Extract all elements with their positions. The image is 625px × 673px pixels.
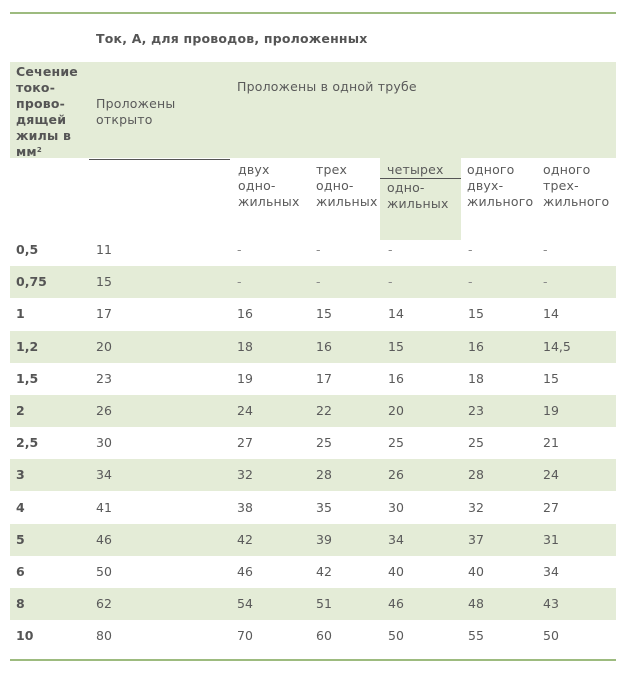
table-row bbox=[10, 588, 616, 620]
cell-value: 62 bbox=[96, 596, 112, 611]
cell-value: - bbox=[316, 242, 321, 257]
table-row bbox=[10, 459, 616, 491]
sub-header-5-line-2: трех- bbox=[543, 178, 579, 193]
cell-value: 22 bbox=[316, 403, 332, 418]
sub-header-2-line-1: трех bbox=[316, 162, 348, 177]
section-unit-sup: 2 bbox=[36, 146, 42, 154]
cell-value: 40 bbox=[468, 564, 484, 579]
cell-value: 42 bbox=[316, 564, 332, 579]
cell-value: 50 bbox=[388, 628, 404, 643]
sub-header-4-line-3: жильного bbox=[467, 194, 534, 209]
cell-value: - bbox=[388, 274, 393, 289]
cell-value: 25 bbox=[388, 435, 404, 450]
table-row bbox=[10, 298, 616, 330]
cell-value: 14,5 bbox=[543, 339, 571, 354]
cell-value: 16 bbox=[316, 339, 332, 354]
table-title: Ток, А, для проводов, проложенных bbox=[96, 31, 368, 46]
table-row bbox=[10, 524, 616, 556]
cell-value: 19 bbox=[237, 371, 253, 386]
sub-header-4-line-2: двух- bbox=[467, 178, 504, 193]
section-label-line-3: прово- bbox=[16, 96, 66, 111]
cell-value: 32 bbox=[237, 467, 253, 482]
cell-value: 23 bbox=[96, 371, 112, 386]
cell-value: 16 bbox=[237, 306, 253, 321]
cell-value: 27 bbox=[237, 435, 253, 450]
cell-value: 54 bbox=[237, 596, 253, 611]
cell-value: 28 bbox=[316, 467, 332, 482]
cell-value: 19 bbox=[543, 403, 559, 418]
cell-value: - bbox=[543, 274, 548, 289]
cell-value: 30 bbox=[388, 500, 404, 515]
cell-value: 21 bbox=[543, 435, 559, 450]
table-row bbox=[10, 266, 616, 298]
section-label-line-5: жилы в bbox=[16, 128, 72, 143]
cell-value: 60 bbox=[316, 628, 332, 643]
cell-value: 28 bbox=[468, 467, 484, 482]
table-row bbox=[10, 492, 616, 524]
table-row bbox=[10, 331, 616, 363]
cell-value: 34 bbox=[543, 564, 559, 579]
cell-value: 32 bbox=[468, 500, 484, 515]
four-core-divider bbox=[380, 178, 461, 179]
cell-value: - bbox=[468, 274, 473, 289]
section-label-line-1: Сечение bbox=[16, 64, 78, 79]
table-row bbox=[10, 620, 616, 652]
cell-value: 20 bbox=[96, 339, 112, 354]
top-rule bbox=[10, 12, 616, 14]
cell-value: 46 bbox=[96, 532, 112, 547]
cell-value: 46 bbox=[237, 564, 253, 579]
table-row bbox=[10, 363, 616, 395]
table-row bbox=[10, 234, 616, 266]
cell-value: 16 bbox=[468, 339, 484, 354]
cell-value: - bbox=[237, 274, 242, 289]
cell-value: 15 bbox=[468, 306, 484, 321]
cell-section: 0,75 bbox=[16, 274, 47, 289]
cell-value: 39 bbox=[316, 532, 332, 547]
cell-value: 16 bbox=[388, 371, 404, 386]
cell-section: 0,5 bbox=[16, 242, 39, 257]
section-unit-text: мм bbox=[16, 144, 37, 159]
pipe-label: Проложены в одной трубе bbox=[237, 79, 417, 94]
section-label-line-2: токо- bbox=[16, 80, 56, 95]
section-unit bbox=[16, 144, 42, 160]
cell-value: - bbox=[237, 242, 242, 257]
cell-value: 38 bbox=[237, 500, 253, 515]
open-label-line-2: открыто bbox=[96, 112, 153, 127]
sub-header-2-line-3: жильных bbox=[316, 194, 378, 209]
cell-value: 27 bbox=[543, 500, 559, 515]
cell-value: 23 bbox=[468, 403, 484, 418]
cell-value: 51 bbox=[316, 596, 332, 611]
cell-value: 40 bbox=[388, 564, 404, 579]
cell-value: 15 bbox=[388, 339, 404, 354]
cell-value: 24 bbox=[237, 403, 253, 418]
cell-value: 43 bbox=[543, 596, 559, 611]
cell-value: 50 bbox=[543, 628, 559, 643]
cell-value: - bbox=[388, 242, 393, 257]
open-label-line-1: Проложены bbox=[96, 96, 176, 111]
section-label-line-4: дящей bbox=[16, 112, 67, 127]
cell-section: 3 bbox=[16, 467, 25, 482]
sub-header-4-line-1: одного bbox=[467, 162, 515, 177]
cell-value: 26 bbox=[388, 467, 404, 482]
cell-value: 37 bbox=[468, 532, 484, 547]
cell-value: 17 bbox=[316, 371, 332, 386]
sub-header-3-line-2: одно- bbox=[387, 180, 425, 195]
cell-value: 25 bbox=[316, 435, 332, 450]
cell-section: 6 bbox=[16, 564, 25, 579]
cell-value: 15 bbox=[316, 306, 332, 321]
cell-value: 25 bbox=[468, 435, 484, 450]
sub-header-5-line-3: жильного bbox=[543, 194, 610, 209]
cell-section: 1 bbox=[16, 306, 25, 321]
cell-value: 42 bbox=[237, 532, 253, 547]
cell-value: 15 bbox=[543, 371, 559, 386]
cell-value: 48 bbox=[468, 596, 484, 611]
cell-value: 70 bbox=[237, 628, 253, 643]
cell-section: 2 bbox=[16, 403, 25, 418]
cell-value: 50 bbox=[96, 564, 112, 579]
cell-value: 46 bbox=[388, 596, 404, 611]
cell-section: 4 bbox=[16, 500, 25, 515]
bottom-rule bbox=[10, 659, 616, 661]
cell-value: 34 bbox=[388, 532, 404, 547]
cell-value: 18 bbox=[468, 371, 484, 386]
cell-value: 41 bbox=[96, 500, 112, 515]
cell-value: 15 bbox=[96, 274, 112, 289]
cell-value: - bbox=[316, 274, 321, 289]
cell-section: 5 bbox=[16, 532, 25, 547]
cell-value: - bbox=[468, 242, 473, 257]
sub-header-5-line-1: одного bbox=[543, 162, 591, 177]
cell-value: 30 bbox=[96, 435, 112, 450]
sub-header-1-line-3: жильных bbox=[238, 194, 300, 209]
sub-header-3-line-3: жильных bbox=[387, 196, 449, 211]
cell-value: 24 bbox=[543, 467, 559, 482]
cell-value: 14 bbox=[388, 306, 404, 321]
sub-header-2-line-2: одно- bbox=[316, 178, 354, 193]
cell-section: 10 bbox=[16, 628, 34, 643]
cell-value: 26 bbox=[96, 403, 112, 418]
cell-value: 34 bbox=[96, 467, 112, 482]
cell-section: 1,5 bbox=[16, 371, 39, 386]
cell-value: 20 bbox=[388, 403, 404, 418]
cell-value: 31 bbox=[543, 532, 559, 547]
open-column-underline bbox=[89, 159, 230, 160]
cell-section: 1,2 bbox=[16, 339, 39, 354]
cell-value: 17 bbox=[96, 306, 112, 321]
table-row bbox=[10, 427, 616, 459]
cell-value: 18 bbox=[237, 339, 253, 354]
sub-header-3-line-1: четырех bbox=[387, 162, 444, 177]
cell-value: 80 bbox=[96, 628, 112, 643]
sub-header-1-line-2: одно- bbox=[238, 178, 276, 193]
table-row bbox=[10, 556, 616, 588]
cell-section: 2,5 bbox=[16, 435, 39, 450]
sub-header-1-line-1: двух bbox=[238, 162, 270, 177]
table-row bbox=[10, 395, 616, 427]
cell-section: 8 bbox=[16, 596, 25, 611]
cell-value: 14 bbox=[543, 306, 559, 321]
cell-value: 55 bbox=[468, 628, 484, 643]
cell-value: 11 bbox=[96, 242, 112, 257]
cell-value: - bbox=[543, 242, 548, 257]
cell-value: 35 bbox=[316, 500, 332, 515]
